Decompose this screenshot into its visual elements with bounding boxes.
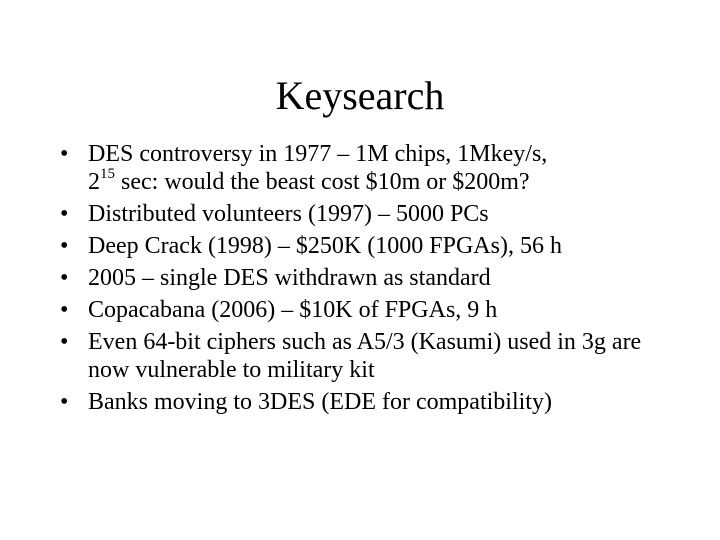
bullet-list (60, 140, 680, 420)
bullet-dot-icon: • (60, 297, 69, 323)
bullet-dot-icon: • (60, 329, 69, 355)
bullet-text-line2: sec: would the beast cost $10m or $200m? (115, 169, 530, 195)
bullet-text-exponent: 15 (100, 166, 115, 182)
bullet-item-copacabana (60, 296, 680, 324)
bullet-item-des-withdrawn (60, 264, 680, 292)
bullet-item-distributed-volunteers (60, 200, 680, 228)
bullet-text: Even 64-bit ciphers such as A5/3 (Kasumi) used in 3g are now vulnerable to military kit (88, 329, 642, 383)
bullet-text-base: 2 (88, 169, 100, 195)
slide-title: Keysearch (275, 73, 445, 118)
bullet-item-deep-crack (60, 232, 680, 260)
bullet-dot-icon: • (60, 201, 69, 227)
bullet-item-64bit-ciphers (60, 328, 680, 384)
bullet-text: Distributed volunteers (1997) – 5000 PCs (88, 201, 489, 227)
bullet-text: Copacabana (2006) – $10K of FPGAs, 9 h (88, 297, 498, 323)
bullet-text: 2005 – single DES withdrawn as standard (88, 265, 491, 291)
bullet-dot-icon: • (60, 389, 69, 415)
bullet-item-banks-3des (60, 388, 680, 416)
bullet-dot-icon: • (60, 141, 69, 167)
bullet-item-des-controversy (60, 140, 680, 196)
bullet-dot-icon: • (60, 265, 69, 291)
bullet-text: Banks moving to 3DES (EDE for compatibility) (88, 389, 552, 415)
bullet-dot-icon: • (60, 233, 69, 259)
bullet-text-line1: DES controversy in 1977 – 1M chips, 1Mkey/s, (88, 141, 548, 167)
bullet-text: Deep Crack (1998) – $250K (1000 FPGAs), 56 h (88, 233, 562, 259)
